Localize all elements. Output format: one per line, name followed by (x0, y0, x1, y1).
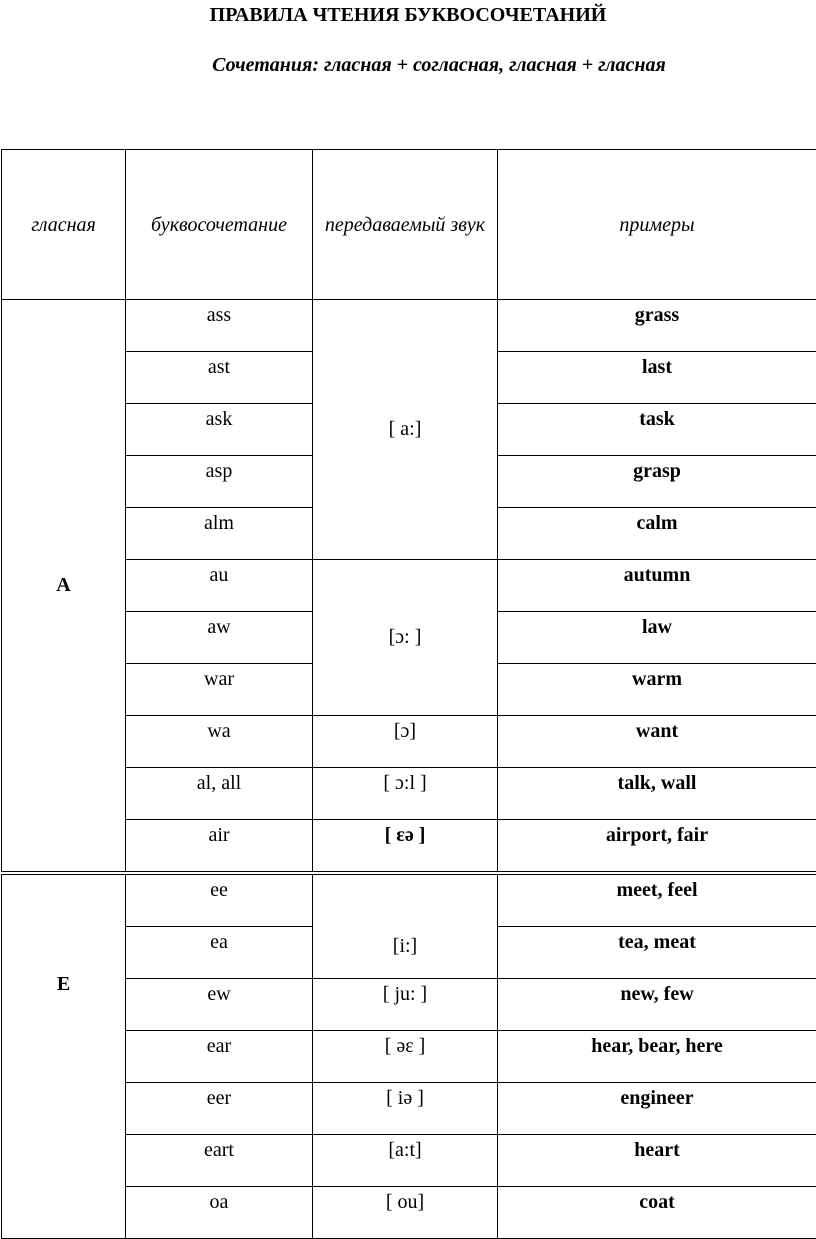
example-cell: airport, fair (498, 820, 816, 874)
header-sound: передаваемый звук (313, 150, 498, 300)
header-examples: примеры (498, 150, 816, 300)
sound-cell: [ɔ] (313, 716, 498, 768)
page-subtitle: Сочетания: гласная + согласная, гласная + гласная (0, 54, 816, 77)
page-title: ПРАВИЛА ЧТЕНИЯ БУКВОСОЧЕТАНИЙ (0, 4, 816, 27)
example-cell: grasp (498, 456, 816, 508)
sound-cell: [i:] (313, 873, 498, 979)
combination-cell: aw (126, 612, 313, 664)
table-row (2, 300, 816, 352)
example-cell: new, few (498, 979, 816, 1031)
sound-cell: [ iə ] (313, 1083, 498, 1135)
combination-cell: ear (126, 1031, 313, 1083)
example-cell: hear, bear, here (498, 1031, 816, 1083)
combination-cell: eer (126, 1083, 313, 1135)
combination-cell: war (126, 664, 313, 716)
example-cell: grass (498, 300, 816, 352)
combination-cell: eart (126, 1135, 313, 1187)
table-row (2, 873, 816, 927)
example-cell: meet, feel (498, 873, 816, 927)
reading-rules-table (1, 149, 816, 1239)
example-cell: warm (498, 664, 816, 716)
example-cell: law (498, 612, 816, 664)
combination-cell: ask (126, 404, 313, 456)
sound-cell: [ a:] (313, 300, 498, 560)
sound-cell: [ɔ: ] (313, 560, 498, 716)
sound-cell: [ ɛə ] (313, 820, 498, 874)
example-cell: talk, wall (498, 768, 816, 820)
combination-cell: ast (126, 352, 313, 404)
header-vowel: гласная (2, 150, 126, 300)
example-cell: tea, meat (498, 927, 816, 979)
sound-cell: [ ɔ:l ] (313, 768, 498, 820)
sound-cell: [ ju: ] (313, 979, 498, 1031)
example-cell: want (498, 716, 816, 768)
combination-cell: ew (126, 979, 313, 1031)
combination-cell: oa (126, 1187, 313, 1239)
sound-cell: [ ou] (313, 1187, 498, 1239)
example-cell: coat (498, 1187, 816, 1239)
combination-cell: au (126, 560, 313, 612)
sound-cell: [a:t] (313, 1135, 498, 1187)
combination-cell: air (126, 820, 313, 874)
example-cell: autumn (498, 560, 816, 612)
example-cell: task (498, 404, 816, 456)
combination-cell: ee (126, 873, 313, 927)
combination-cell: alm (126, 508, 313, 560)
example-cell: heart (498, 1135, 816, 1187)
example-cell: engineer (498, 1083, 816, 1135)
vowel-cell-e: E (2, 873, 126, 1239)
combination-cell: asp (126, 456, 313, 508)
vowel-cell-a: A (2, 300, 126, 874)
sound-cell: [ əɛ ] (313, 1031, 498, 1083)
combination-cell: wa (126, 716, 313, 768)
table-header-row (2, 150, 816, 300)
header-combination: буквосочетание (126, 150, 313, 300)
example-cell: calm (498, 508, 816, 560)
combination-cell: ea (126, 927, 313, 979)
combination-cell: al, all (126, 768, 313, 820)
example-cell: last (498, 352, 816, 404)
combination-cell: ass (126, 300, 313, 352)
